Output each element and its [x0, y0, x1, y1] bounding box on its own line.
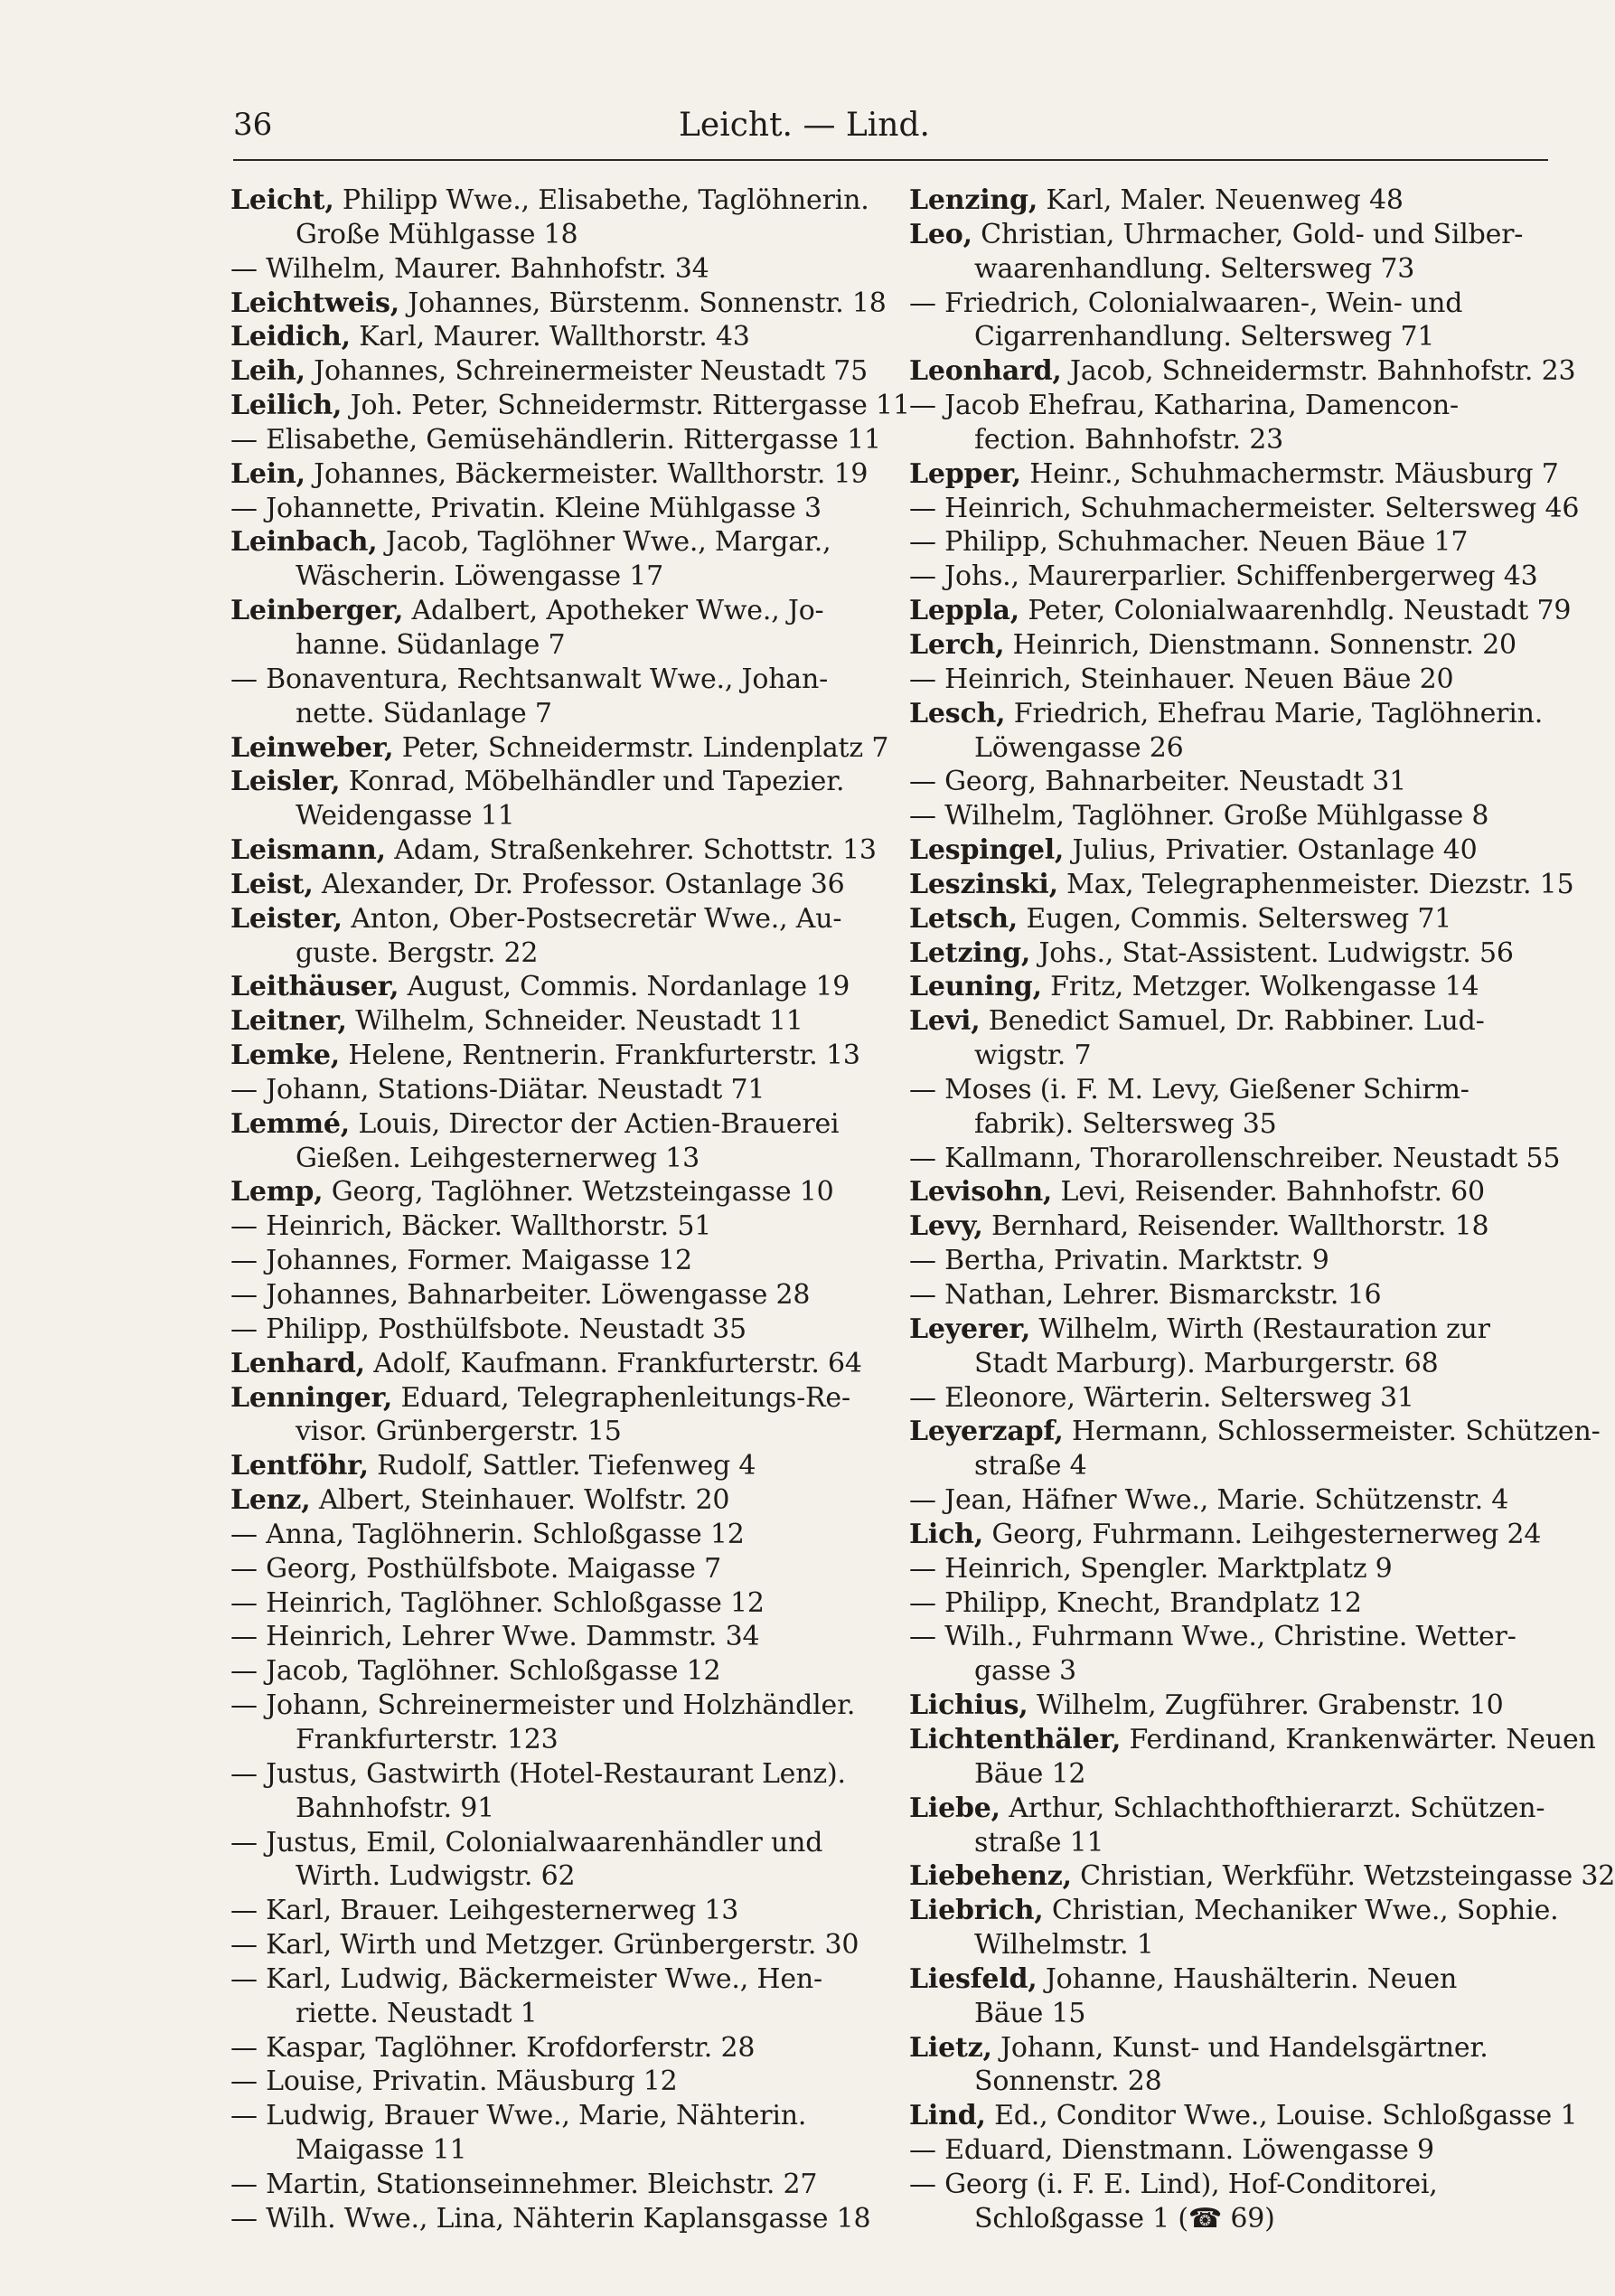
entry-subentry	[909, 2168, 1553, 2202]
entry-subentry	[230, 1244, 874, 1278]
entry-text: Johannes, Bürstenm. Sonnenstr. 18	[399, 287, 887, 319]
entry-text: — Johannes, Former. Maigasse 12	[230, 1245, 692, 1277]
entry-text: — Moses (i. F. M. Levy, Gießener Schirm-	[909, 1073, 1469, 1106]
entry-text: Bernhard, Reisender. Wallthorstr. 18	[982, 1210, 1489, 1243]
entry-text: Christian, Uhrmacher, Gold- und Silber-	[972, 218, 1524, 250]
entry-subentry	[909, 560, 1553, 594]
entry-text: straße 11	[974, 1826, 1104, 1858]
directory-entry	[230, 594, 874, 628]
entry-surname: Leyerzapf,	[909, 1416, 1064, 1448]
entry-text: Heinrich, Dienstmann. Sonnenstr. 20	[1004, 628, 1516, 661]
entry-surname: Levi,	[909, 1005, 981, 1038]
page-number: 36	[233, 107, 273, 143]
entry-subentry	[909, 2133, 1553, 2168]
entry-continuation	[909, 731, 1553, 766]
entry-subentry	[909, 389, 1553, 423]
right-column	[909, 183, 1615, 2236]
directory-entry	[230, 525, 874, 560]
entry-text: Julius, Privatier. Ostanlage 40	[1064, 834, 1478, 867]
directory-entry	[230, 354, 874, 389]
entry-continuation	[230, 560, 874, 594]
entry-surname: Lenzing,	[909, 184, 1038, 216]
entry-surname: Leo,	[909, 218, 972, 250]
entry-text: Stadt Marburg). Marburgerstr. 68	[974, 1347, 1439, 1379]
entry-surname: Liebrich,	[909, 1895, 1044, 1927]
entry-continuation	[230, 1142, 874, 1176]
directory-entry	[909, 1415, 1601, 1449]
left-column	[230, 183, 910, 2236]
entry-surname: Letsch,	[909, 902, 1019, 935]
directory-entry	[909, 218, 1553, 252]
entry-text: Wäscherin. Löwengasse 17	[296, 560, 663, 593]
entry-text: — Wilhelm, Maurer. Bahnhofstr. 34	[230, 252, 709, 285]
entry-subentry	[909, 1381, 1553, 1416]
entry-subentry	[909, 492, 1580, 526]
entry-text: — Heinrich, Steinhauer. Neuen Bäue 20	[909, 663, 1454, 695]
entry-surname: Lietz,	[909, 2031, 992, 2064]
entry-continuation	[909, 423, 1553, 457]
entry-text: — Philipp, Schuhmacher. Neuen Bäue 17	[909, 526, 1469, 559]
entry-text: Louis, Director der Actien-Brauerei	[350, 1107, 840, 1140]
directory-entry	[230, 1107, 874, 1142]
entry-continuation	[909, 320, 1553, 354]
entry-subentry	[230, 1278, 874, 1313]
entry-surname: Leidich,	[230, 321, 351, 353]
entry-surname: Leilich,	[230, 390, 343, 422]
entry-subentry	[230, 1313, 874, 1347]
entry-text: Johann, Kunst- und Handelsgärtner.	[991, 2031, 1488, 2064]
entry-continuation	[909, 1347, 1553, 1381]
entry-continuation	[230, 799, 874, 833]
entry-text: Löwengasse 26	[974, 731, 1184, 764]
entry-text: — Karl, Wirth und Metzger. Grünbergerstr. 30	[230, 1929, 859, 1962]
entry-continuation	[909, 1107, 1553, 1142]
directory-entry	[909, 868, 1574, 902]
entry-text: Levi, Reisender. Bahnhofstr. 60	[1052, 1176, 1485, 1209]
directory-entry	[909, 1792, 1553, 1826]
entry-text: Adam, Straßenkehrer. Schottstr. 13	[385, 834, 877, 867]
entry-subentry	[909, 1073, 1553, 1107]
directory-entry	[909, 1962, 1553, 1997]
entry-surname: Lepper,	[909, 457, 1021, 490]
entry-subentry	[909, 525, 1553, 560]
entry-text: — Heinrich, Bäcker. Wallthorstr. 51	[230, 1210, 712, 1243]
entry-text: — Johs., Maurerparlier. Schiffenbergerweg 43	[909, 560, 1538, 593]
directory-entry	[909, 1004, 1553, 1039]
directory-entry	[230, 457, 874, 492]
entry-text: — Ludwig, Brauer Wwe., Marie, Nähterin.	[230, 2100, 807, 2132]
entry-text: Christian, Werkführ. Wetzsteingasse 32	[1071, 1860, 1615, 1893]
entry-text: — Karl, Ludwig, Bäckermeister Wwe., Hen-	[230, 1962, 822, 1995]
entry-text: — Jacob Ehefrau, Katharina, Damencon-	[909, 390, 1459, 422]
entry-text: — Justus, Gastwirth (Hotel-Restaurant Lenz).	[230, 1757, 846, 1790]
entry-text: — Georg, Posthülfsbote. Maigasse 7	[230, 1552, 721, 1585]
entry-text: fabrik). Seltersweg 35	[974, 1107, 1277, 1140]
entry-surname: Lichius,	[909, 1689, 1028, 1722]
directory-entry	[909, 1723, 1596, 1757]
directory-entry	[909, 594, 1572, 628]
header-rule	[233, 159, 1548, 161]
entry-text: Wilhelm, Schneider. Neustadt 11	[346, 1005, 803, 1038]
directory-entry	[230, 868, 874, 902]
entry-subentry	[230, 2099, 874, 2133]
entry-continuation	[909, 1449, 1553, 1483]
entry-text: Albert, Steinhauer. Wolfstr. 20	[310, 1484, 730, 1517]
entry-text: — Wilh. Wwe., Lina, Nähterin Kaplansgasse 18	[230, 2202, 871, 2235]
entry-text: Alexander, Dr. Professor. Ostanlage 36	[313, 868, 845, 900]
entry-text: Karl, Maler. Neuenweg 48	[1038, 184, 1404, 216]
entry-subentry	[230, 1209, 874, 1244]
directory-entry	[909, 1209, 1553, 1244]
entry-text: Maigasse 11	[296, 2134, 467, 2167]
entry-text: visor. Grünbergerstr. 15	[296, 1416, 622, 1448]
entry-text: Johannes, Bäckermeister. Wallthorstr. 19	[305, 457, 869, 490]
entry-surname: Leisler,	[230, 766, 341, 798]
entry-subentry	[909, 799, 1553, 833]
directory-entry	[230, 287, 887, 321]
entry-text: Max, Telegraphenmeister. Diezstr. 15	[1057, 868, 1574, 900]
entry-continuation	[230, 1997, 874, 2031]
entry-surname: Leyerer,	[909, 1313, 1031, 1345]
entry-text: Karl, Maurer. Wallthorstr. 43	[350, 321, 750, 353]
entry-subentry	[230, 1928, 874, 1962]
entry-surname: Lind,	[909, 2100, 986, 2132]
entry-subentry	[230, 663, 874, 697]
entry-text: guste. Bergstr. 22	[296, 936, 539, 969]
entry-text: — Jacob, Taglöhner. Schloßgasse 12	[230, 1655, 721, 1688]
entry-text: — Bertha, Privatin. Marktstr. 9	[909, 1245, 1329, 1277]
entry-text: Rudolf, Sattler. Tiefenweg 4	[368, 1450, 756, 1482]
entry-subentry	[909, 765, 1553, 799]
entry-text: Adalbert, Apotheker Wwe., Jo-	[403, 595, 824, 627]
entry-text: Schloßgasse 1 (☎ 69)	[974, 2202, 1275, 2235]
entry-text: waarenhandlung. Seltersweg 73	[974, 252, 1415, 285]
directory-entry	[230, 183, 874, 218]
entry-surname: Lenz,	[230, 1484, 311, 1517]
entry-continuation	[230, 2133, 874, 2168]
entry-surname: Lespingel,	[909, 834, 1065, 867]
entry-text: Philipp Wwe., Elisabethe, Taglöhnerin.	[333, 184, 869, 216]
entry-continuation	[230, 697, 874, 731]
directory-entry	[230, 1449, 874, 1483]
directory-entry	[909, 2031, 1553, 2065]
entry-continuation	[909, 1039, 1553, 1073]
entry-text: — Johann, Stations-Diätar. Neustadt 71	[230, 1073, 765, 1106]
entry-text: Große Mühlgasse 18	[296, 218, 578, 250]
entry-surname: Lerch,	[909, 628, 1005, 661]
entry-text: — Justus, Emil, Colonialwaarenhändler und	[230, 1826, 823, 1858]
entry-text: — Wilhelm, Taglöhner. Große Mühlgasse 8	[909, 800, 1489, 833]
entry-subentry	[230, 1757, 874, 1792]
entry-subentry	[230, 2168, 874, 2202]
entry-text: — Bonaventura, Rechtsanwalt Wwe., Johan-	[230, 663, 829, 695]
entry-text: straße 4	[974, 1450, 1087, 1482]
entry-surname: Lemp,	[230, 1176, 324, 1209]
directory-entry	[909, 697, 1553, 731]
entry-subentry	[230, 1073, 874, 1107]
entry-text: — Georg (i. F. E. Lind), Hof-Conditorei,	[909, 2168, 1438, 2200]
entry-text: — Nathan, Lehrer. Bismarckstr. 16	[909, 1279, 1382, 1311]
entry-subentry	[230, 492, 874, 526]
entry-continuation	[230, 1792, 874, 1826]
entry-text: Johs., Stat-Assistent. Ludwigstr. 56	[1030, 936, 1514, 969]
entry-text: — Johannes, Bahnarbeiter. Löwengasse 28	[230, 1279, 811, 1311]
entry-text: Georg, Fuhrmann. Leihgesternerweg 24	[983, 1518, 1542, 1550]
directory-entry	[909, 1313, 1553, 1347]
entry-text: — Heinrich, Taglöhner. Schloßgasse 12	[230, 1586, 765, 1619]
entry-text: — Elisabethe, Gemüsehändlerin. Rittergasse 11	[230, 423, 881, 456]
entry-text: — Jean, Häfner Wwe., Marie. Schützenstr. 4	[909, 1484, 1509, 1517]
entry-text: Arthur, Schlachthofthierarzt. Schützen-	[1000, 1792, 1545, 1824]
entry-text: Cigarrenhandlung. Seltersweg 71	[974, 321, 1435, 353]
entry-text: — Heinrich, Schuhmachermeister. Seltersweg 46	[909, 492, 1580, 524]
entry-text: — Kallmann, Thorarollenschreiber. Neustadt 55	[909, 1142, 1561, 1174]
entry-text: — Philipp, Knecht, Brandplatz 12	[909, 1586, 1362, 1619]
entry-text: Jacob, Schneidermstr. Bahnhofstr. 23	[1061, 355, 1576, 388]
entry-surname: Liesfeld,	[909, 1962, 1038, 1995]
directory-entry	[230, 1483, 874, 1518]
entry-text: Christian, Mechaniker Wwe., Sophie.	[1043, 1895, 1559, 1927]
entry-continuation	[230, 1415, 874, 1449]
directory-entry	[909, 1894, 1559, 1928]
directory-entry	[230, 970, 874, 1004]
entry-surname: Leicht,	[230, 184, 334, 216]
entry-continuation	[909, 252, 1553, 287]
entry-surname: Leist,	[230, 868, 314, 900]
directory-entry	[230, 1175, 874, 1209]
entry-subentry	[909, 1552, 1553, 1586]
directory-entry	[909, 2099, 1578, 2133]
entry-text: Wilhelm, Wirth (Restauration zur	[1030, 1313, 1490, 1345]
entry-text: — Kaspar, Taglöhner. Krofdorferstr. 28	[230, 2031, 756, 2064]
entry-text: Hermann, Schlossermeister. Schützen-	[1063, 1416, 1601, 1448]
entry-surname: Lenninger,	[230, 1381, 393, 1414]
entry-surname: Leinberger,	[230, 595, 404, 627]
entry-surname: Liebehenz,	[909, 1860, 1072, 1893]
entry-surname: Lentföhr,	[230, 1450, 369, 1482]
directory-entry	[230, 389, 910, 423]
entry-text: — Heinrich, Spengler. Marktplatz 9	[909, 1552, 1393, 1585]
entry-text: Gießen. Leihgesternerweg 13	[296, 1142, 700, 1174]
entry-surname: Lichtenthäler,	[909, 1723, 1122, 1755]
entry-text: Jacob, Taglöhner Wwe., Margar.,	[377, 526, 831, 559]
entry-text: — Martin, Stationseinnehmer. Bleichstr. 27	[230, 2168, 818, 2200]
directory-entry	[909, 833, 1553, 868]
entry-text: — Karl, Brauer. Leihgesternerweg 13	[230, 1895, 739, 1927]
entry-text: Sonnenstr. 28	[974, 2065, 1162, 2098]
entry-surname: Lesch,	[909, 697, 1006, 729]
directory-entry	[230, 320, 874, 354]
directory-entry	[230, 833, 877, 868]
entry-surname: Leitner,	[230, 1005, 347, 1038]
entry-text: Bahnhofstr. 91	[296, 1792, 495, 1824]
entry-subentry	[230, 1586, 874, 1621]
entry-subentry	[909, 1244, 1553, 1278]
entry-subentry	[909, 1483, 1553, 1518]
entry-text: — Anna, Taglöhnerin. Schloßgasse 12	[230, 1518, 745, 1550]
entry-text: — Eduard, Dienstmann. Löwengasse 9	[909, 2134, 1434, 2167]
entry-text: Ed., Conditor Wwe., Louise. Schloßgasse 1	[985, 2100, 1578, 2132]
entry-text: Peter, Colonialwaarenhdlg. Neustadt 79	[1019, 595, 1572, 627]
entry-surname: Letzing,	[909, 936, 1031, 969]
entry-continuation	[909, 1654, 1553, 1689]
entry-text: Johanne, Haushälterin. Neuen	[1037, 1962, 1458, 1995]
entry-surname: Levy,	[909, 1210, 983, 1243]
entry-continuation	[230, 1723, 874, 1757]
directory-entry	[909, 1859, 1615, 1894]
directory-entry	[909, 1689, 1553, 1723]
entry-subentry	[230, 1962, 874, 1997]
entry-text: fection. Bahnhofstr. 23	[974, 423, 1283, 456]
entry-text: hanne. Südanlage 7	[296, 628, 566, 661]
entry-subentry	[230, 1894, 874, 1928]
entry-surname: Leinweber,	[230, 731, 394, 764]
entry-text: — Heinrich, Lehrer Wwe. Dammstr. 34	[230, 1621, 760, 1653]
entry-text: Johannes, Schreinermeister Neustadt 75	[305, 355, 869, 388]
entry-text: Georg, Taglöhner. Wetzsteingasse 10	[323, 1176, 834, 1209]
entry-text: — Georg, Bahnarbeiter. Neustadt 31	[909, 766, 1407, 798]
entry-text: Ferdinand, Krankenwärter. Neuen	[1121, 1723, 1596, 1755]
entry-surname: Lein,	[230, 457, 305, 490]
entry-subentry	[230, 1689, 874, 1723]
directory-entry	[909, 1518, 1553, 1552]
entry-continuation	[230, 936, 874, 971]
entry-text: Eugen, Commis. Seltersweg 71	[1018, 902, 1452, 935]
entry-subentry	[230, 2065, 874, 2099]
entry-text: riette. Neustadt 1	[296, 1997, 538, 2029]
entry-text: nette. Südanlage 7	[296, 697, 552, 729]
directory-entry	[909, 902, 1553, 936]
entry-subentry	[230, 1826, 874, 1860]
entry-surname: Leister,	[230, 902, 343, 935]
entry-surname: Levisohn,	[909, 1176, 1053, 1209]
entry-subentry	[230, 1518, 874, 1552]
entry-text: — Friedrich, Colonialwaaren-, Wein- und	[909, 287, 1463, 319]
directory-entry	[230, 1004, 874, 1039]
entry-subentry	[230, 1620, 874, 1654]
entry-surname: Leinbach,	[230, 526, 378, 559]
directory-entry	[230, 731, 889, 766]
entry-text: — Johannette, Privatin. Kleine Mühlgasse 3	[230, 492, 822, 524]
entry-text: Frankfurterstr. 123	[296, 1723, 559, 1755]
entry-text: Wilhelmstr. 1	[974, 1929, 1154, 1962]
entry-text: — Wilh., Fuhrmann Wwe., Christine. Wetter-	[909, 1621, 1516, 1653]
entry-subentry	[230, 1654, 874, 1689]
entry-subentry	[909, 1620, 1553, 1654]
entry-subentry	[909, 1278, 1553, 1313]
entry-surname: Leithäuser,	[230, 971, 399, 1003]
entry-subentry	[230, 423, 881, 457]
entry-surname: Leszinski,	[909, 868, 1058, 900]
entry-subentry	[909, 1586, 1553, 1621]
directory-entry	[909, 936, 1553, 971]
entry-continuation	[909, 1928, 1553, 1962]
entry-surname: Leih,	[230, 355, 305, 388]
entry-text: Peter, Schneidermstr. Lindenplatz 7	[393, 731, 889, 764]
entry-text: wigstr. 7	[974, 1040, 1092, 1072]
directory-entry	[909, 457, 1559, 492]
entry-text: Helene, Rentnerin. Frankfurterstr. 13	[340, 1040, 860, 1072]
entry-surname: Leismann,	[230, 834, 386, 867]
entry-text: — Eleonore, Wärterin. Seltersweg 31	[909, 1381, 1414, 1414]
entry-continuation	[909, 2202, 1553, 2236]
entry-continuation	[909, 1757, 1553, 1792]
directory-entry	[909, 354, 1576, 389]
entry-surname: Leuning,	[909, 971, 1042, 1003]
entry-text: Weidengasse 11	[296, 800, 515, 833]
entry-surname: Leppla,	[909, 595, 1020, 627]
entry-subentry	[909, 287, 1553, 321]
entry-continuation	[909, 2065, 1553, 2099]
entry-surname: Liebe,	[909, 1792, 1000, 1824]
entry-text: Anton, Ober-Postsecretär Wwe., Au-	[342, 902, 842, 935]
entry-surname: Lemmé,	[230, 1107, 350, 1140]
entry-subentry	[230, 252, 874, 287]
directory-entry	[230, 1381, 874, 1416]
entry-subentry	[909, 663, 1553, 697]
entry-subentry	[230, 2202, 874, 2236]
entry-text: Konrad, Möbelhändler und Tapezier.	[340, 766, 845, 798]
directory-entry	[230, 1347, 874, 1381]
directory-entry	[230, 765, 874, 799]
directory-entry	[909, 1175, 1553, 1209]
entry-text: Wilhelm, Zugführer. Grabenstr. 10	[1028, 1689, 1504, 1722]
entry-subentry	[230, 1552, 874, 1586]
entry-text: Adolf, Kaufmann. Frankfurterstr. 64	[364, 1347, 862, 1379]
entry-subentry	[230, 2031, 874, 2065]
entry-text: — Philipp, Posthülfsbote. Neustadt 35	[230, 1313, 746, 1345]
entry-text: — Louise, Privatin. Mäusburg 12	[230, 2065, 678, 2098]
entry-text: Wirth. Ludwigstr. 62	[296, 1860, 576, 1893]
entry-surname: Lenhard,	[230, 1347, 365, 1379]
entry-text: Heinr., Schuhmachermstr. Mäusburg 7	[1020, 457, 1559, 490]
entry-continuation	[230, 628, 874, 663]
entry-surname: Lich,	[909, 1518, 984, 1550]
entry-text: Fritz, Metzger. Wolkengasse 14	[1041, 971, 1479, 1003]
entry-continuation	[230, 1859, 874, 1894]
directory-entry	[909, 970, 1553, 1004]
entry-continuation	[909, 1997, 1553, 2031]
entry-subentry	[909, 1142, 1561, 1176]
entry-text: Bäue 15	[974, 1997, 1086, 2029]
entry-text: Eduard, Telegraphenleitungs-Re-	[392, 1381, 850, 1414]
directory-entry	[909, 628, 1553, 663]
entry-text: Friedrich, Ehefrau Marie, Taglöhnerin.	[1005, 697, 1544, 729]
running-head: Leicht. — Lind.	[679, 107, 930, 144]
entry-surname: Leonhard,	[909, 355, 1062, 388]
entry-text: Bäue 12	[974, 1757, 1086, 1790]
entry-text: gasse 3	[974, 1655, 1076, 1688]
entry-text: Joh. Peter, Schneidermstr. Rittergasse 11	[342, 390, 910, 422]
entry-text: — Johann, Schreinermeister und Holzhändler.	[230, 1689, 856, 1722]
entry-surname: Leichtweis,	[230, 287, 399, 319]
entry-text: August, Commis. Nordanlage 19	[399, 971, 850, 1003]
entry-continuation	[230, 218, 874, 252]
entry-text: Benedict Samuel, Dr. Rabbiner. Lud-	[980, 1005, 1485, 1038]
directory-entry	[230, 1039, 874, 1073]
directory-entry	[230, 902, 874, 936]
entry-continuation	[909, 1826, 1553, 1860]
directory-entry	[909, 183, 1553, 218]
entry-surname: Lemke,	[230, 1040, 341, 1072]
